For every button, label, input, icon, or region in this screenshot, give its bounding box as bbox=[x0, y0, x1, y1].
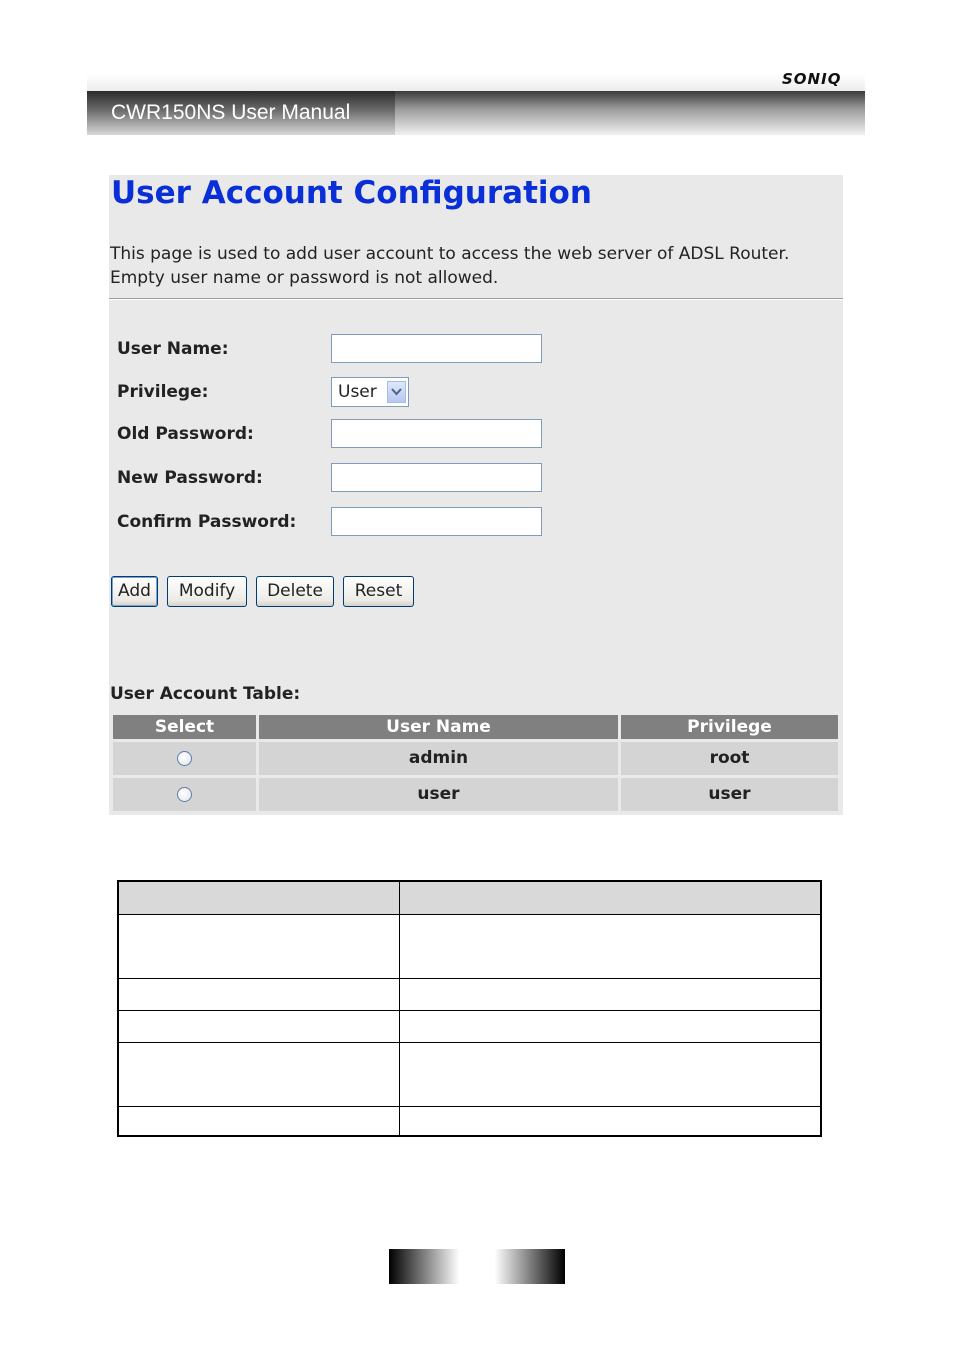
confirm-password-label: Confirm Password: bbox=[117, 512, 297, 532]
new-password-input[interactable] bbox=[331, 463, 542, 492]
user-name-label: User Name: bbox=[117, 339, 229, 359]
old-password-input[interactable] bbox=[331, 419, 542, 448]
page-description bbox=[110, 242, 840, 290]
table-row-select-cell bbox=[113, 742, 256, 775]
column-header-select: Select bbox=[113, 715, 256, 739]
user-name-input[interactable] bbox=[331, 334, 542, 363]
table-row-select-cell bbox=[113, 778, 256, 811]
confirm-password-input[interactable] bbox=[331, 507, 542, 536]
table-cell-privilege: root bbox=[621, 742, 838, 775]
select-radio-admin[interactable] bbox=[177, 751, 192, 766]
table-row bbox=[119, 1043, 820, 1107]
page-title: User Account Configuration bbox=[111, 175, 592, 211]
modify-button[interactable]: Modify bbox=[167, 576, 247, 607]
column-header-user-name: User Name bbox=[259, 715, 618, 739]
table-row bbox=[119, 915, 820, 979]
table-row bbox=[119, 979, 820, 1011]
divider bbox=[109, 298, 843, 300]
router-config-screenshot bbox=[109, 175, 843, 815]
table-cell-user-name: admin bbox=[259, 742, 618, 775]
table-cell-privilege: user bbox=[621, 778, 838, 811]
header-top-strip bbox=[87, 74, 865, 91]
account-table-heading: User Account Table: bbox=[110, 684, 301, 704]
privilege-selected-value: User bbox=[338, 382, 377, 402]
column-header-privilege: Privilege bbox=[621, 715, 838, 739]
parameter-table bbox=[117, 880, 822, 1137]
column-divider bbox=[399, 882, 400, 1135]
new-password-label: New Password: bbox=[117, 468, 263, 488]
footer-gradient-block bbox=[389, 1249, 565, 1284]
add-button[interactable]: Add bbox=[111, 576, 158, 607]
manual-title: CWR150NS User Manual bbox=[111, 101, 351, 124]
old-password-label: Old Password: bbox=[117, 424, 254, 444]
table-cell-user-name: user bbox=[259, 778, 618, 811]
chevron-down-icon[interactable] bbox=[387, 381, 406, 403]
delete-button[interactable]: Delete bbox=[256, 576, 334, 607]
description-line: This page is used to add user account to access the web server of ADSL Router. bbox=[110, 244, 790, 264]
select-radio-user[interactable] bbox=[177, 787, 192, 802]
table-row bbox=[119, 1011, 820, 1043]
privilege-select[interactable] bbox=[331, 377, 409, 407]
reset-button[interactable]: Reset bbox=[343, 576, 414, 607]
privilege-label: Privilege: bbox=[117, 382, 209, 402]
parameter-table-header-row bbox=[119, 882, 820, 915]
brand-logo: SONIQ bbox=[782, 70, 842, 88]
description-line: Empty user name or password is not allowed. bbox=[110, 268, 499, 288]
